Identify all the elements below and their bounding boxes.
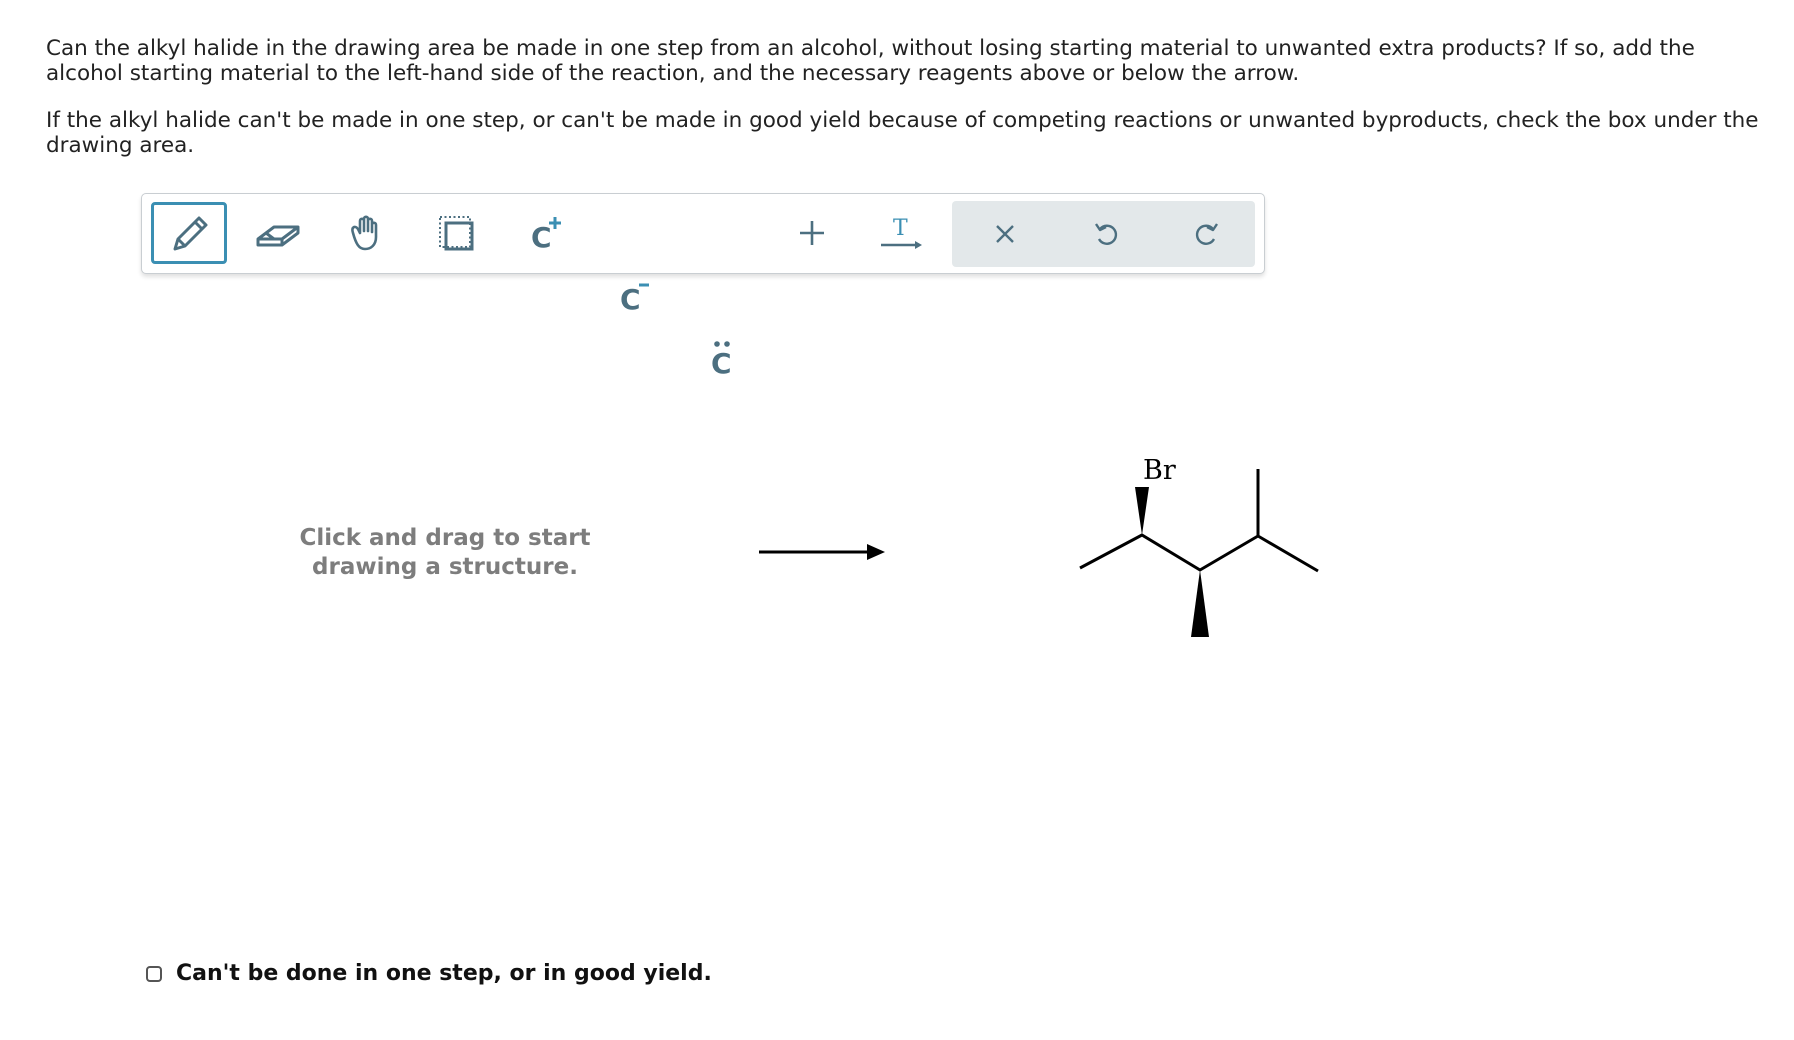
plus-icon (792, 213, 832, 253)
select-tool-button[interactable] (418, 202, 494, 264)
svg-text:T: T (893, 216, 908, 241)
wedge-bond-br (1135, 487, 1149, 535)
clear-icon (989, 218, 1021, 250)
cant-be-done-checkbox[interactable] (146, 966, 162, 982)
question-paragraph-1: Can the alkyl halide in the drawing area be made in one step from an alcohol, without losing starting material to unwanted extra products? If so, add the alcohol starting material to the left-hand side of the reaction, and the necessary reagents above or below the arrow. (46, 36, 1695, 86)
reaction-arrow[interactable] (757, 540, 887, 564)
plus-tool-button[interactable] (774, 202, 850, 264)
lone-pair-icon (701, 335, 745, 379)
eraser-icon (254, 209, 302, 257)
action-group (952, 201, 1255, 267)
carbocation-icon (523, 211, 567, 255)
bromine-label: Br (1143, 455, 1176, 486)
eraser-tool-button[interactable] (240, 202, 316, 264)
reaction-arrow-tool-button[interactable] (863, 202, 939, 264)
select-box-icon (434, 211, 478, 255)
drawing-toolbar (141, 193, 1265, 379)
question-paragraph-2: If the alkyl halide can't be made in one step, or can't be made in good yield because of competing reactions or unwanted byproducts, check the box under the drawing area. (46, 108, 1759, 158)
pencil-tool-button[interactable] (151, 202, 227, 264)
product-structure[interactable] (1070, 440, 1330, 650)
reaction-arrow-tool-icon (877, 211, 925, 255)
wedge-bond-methyl (1191, 570, 1209, 637)
undo-icon (1090, 218, 1122, 250)
hand-icon (345, 211, 389, 255)
canvas-hint: Click and drag to start drawing a structure. (299, 525, 591, 580)
cant-be-done-row[interactable] (146, 961, 712, 986)
carbanion-tool-button[interactable] (596, 264, 672, 326)
lone-pair-tool-button[interactable] (685, 326, 761, 388)
cant-be-done-label[interactable]: Can't be done in one step, or in good yield. (176, 961, 712, 986)
svg-text:C: C (711, 347, 732, 379)
svg-text:C: C (620, 283, 641, 316)
carbanion-icon (612, 273, 656, 317)
carbon-chain (1080, 535, 1318, 571)
redo-button[interactable] (1169, 203, 1245, 265)
redo-icon (1191, 218, 1223, 250)
hand-tool-button[interactable] (329, 202, 405, 264)
svg-text:C: C (531, 221, 552, 254)
carbocation-tool-button[interactable] (507, 202, 583, 264)
clear-button[interactable] (967, 203, 1043, 265)
undo-button[interactable] (1068, 203, 1144, 265)
pencil-icon (165, 209, 213, 257)
